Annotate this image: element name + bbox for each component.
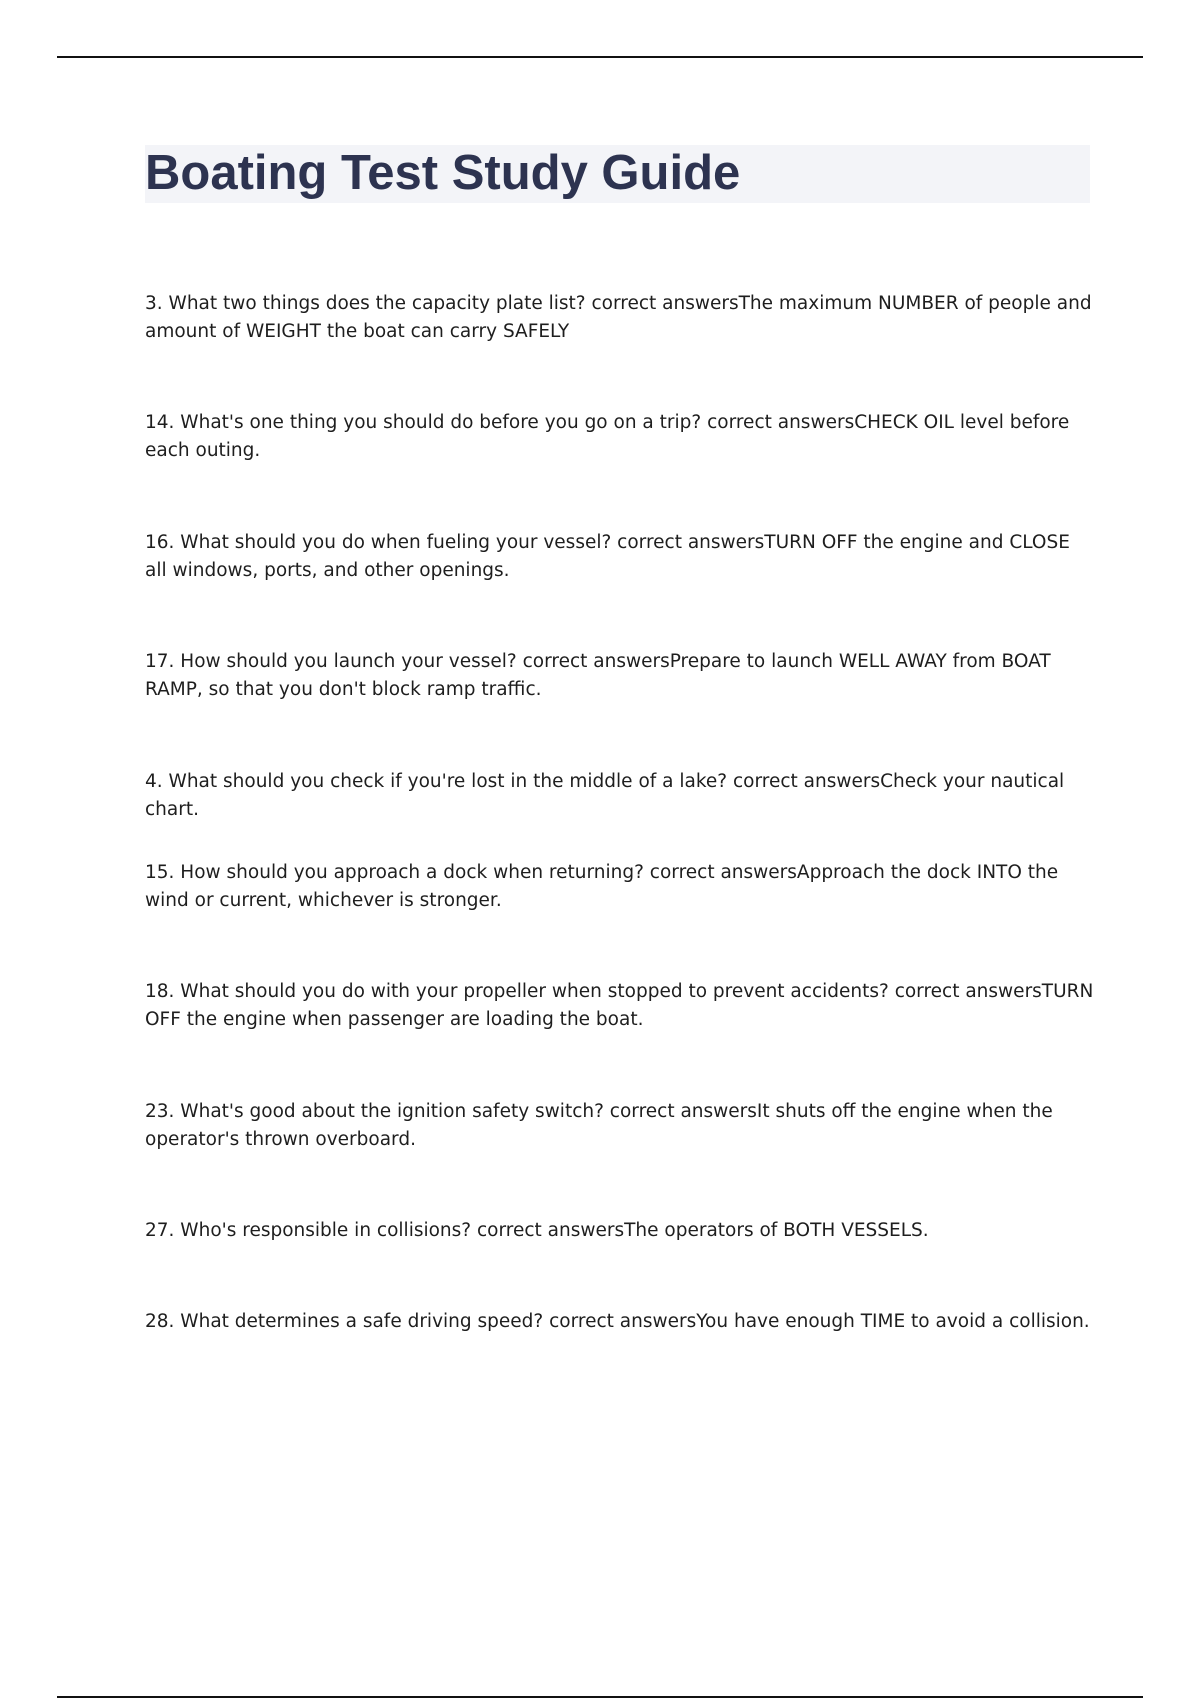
question-item: 17. How should you launch your vessel? correct answersPrepare to launch WELL AWAY from BOAT RAMP, so that you don't block ramp traffic.	[145, 651, 1051, 700]
question-item: 4. What should you check if you're lost in the middle of a lake? correct answersCheck your nautical chart.	[145, 771, 1065, 820]
question-item: 3. What two things does the capacity plate list? correct answersThe maximum NUMBER of people and amount of WEIGHT the boat can carry SAFELY	[145, 293, 1092, 342]
question-item: 18. What should you do with your propeller when stopped to prevent accidents? correct answersTURN OFF the engine when passenger are loading the boat.	[145, 981, 1094, 1030]
bottom-rule	[57, 1696, 1143, 1698]
question-item: 27. Who's responsible in collisions? correct answersThe operators of BOTH VESSELS.	[145, 1220, 929, 1241]
page-title: Boating Test Study Guide	[145, 146, 741, 200]
question-item: 23. What's good about the ignition safety switch? correct answersIt shuts off the engine when the operator's thrown overboard.	[145, 1101, 1053, 1150]
top-rule	[57, 56, 1143, 58]
question-item: 28. What determines a safe driving speed? correct answersYou have enough TIME to avoid a collision.	[145, 1311, 1090, 1332]
question-item: 14. What's one thing you should do before you go on a trip? correct answersCHECK OIL level before each outing.	[145, 412, 1070, 461]
question-item: 15. How should you approach a dock when returning? correct answersApproach the dock INTO the wind or current, whichever is stronger.	[145, 862, 1059, 911]
question-item: 16. What should you do when fueling your vessel? correct answersTURN OFF the engine and CLOSE all windows, ports, and other openings.	[145, 532, 1070, 581]
